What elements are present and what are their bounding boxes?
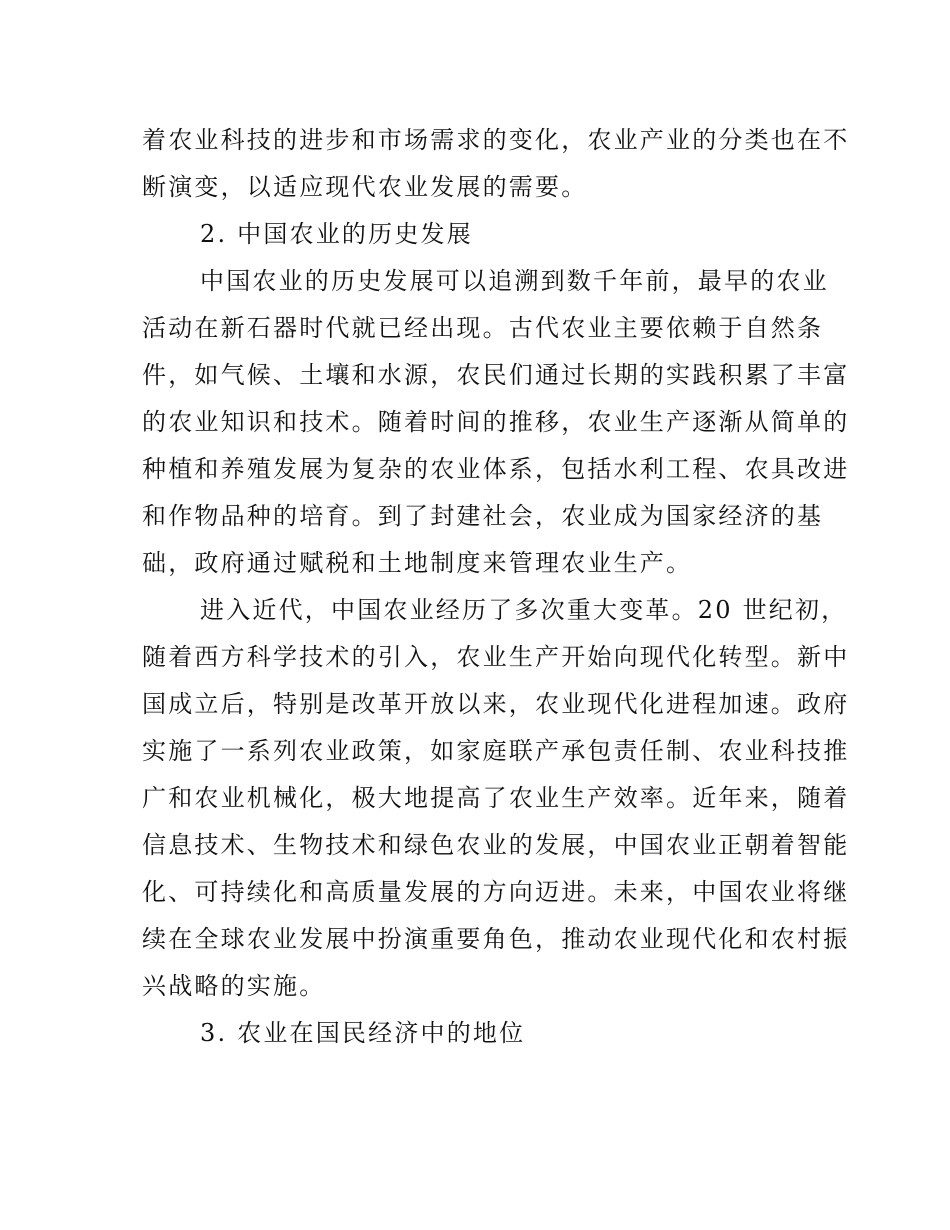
text-line: 兴战略的实施。 <box>142 972 326 1000</box>
text-line: 着农业科技的进步和市场需求的变化，农业产业的分类也在不 <box>142 126 850 154</box>
section-heading-2: 2. 中国农业的历史发展 <box>200 220 473 248</box>
text-line: 国成立后，特别是改革开放以来，农业现代化进程加速。政府 <box>142 690 850 718</box>
text-line: 种植和养殖发展为复杂的农业体系，包括水利工程、农具改进 <box>142 455 850 483</box>
text-line: 化、可持续化和高质量发展的方向迈进。未来，中国农业将继 <box>142 878 850 906</box>
text-line: 础，政府通过赋税和土地制度来管理农业生产。 <box>142 549 693 577</box>
text-line: 续在全球农业发展中扮演重要角色，推动农业现代化和农村振 <box>142 925 850 953</box>
paragraph-first-line: 进入近代，中国农业经历了多次重大变革。20 世纪初， <box>200 596 848 624</box>
text-line: 随着西方科学技术的引入，农业生产开始向现代化转型。新中 <box>142 643 850 671</box>
text-line: 信息技术、生物技术和绿色农业的发展，中国农业正朝着智能 <box>142 831 850 859</box>
text-line: 广和农业机械化，极大地提高了农业生产效率。近年来，随着 <box>142 784 850 812</box>
text-line: 和作物品种的培育。到了封建社会，农业成为国家经济的基 <box>142 502 824 530</box>
text-line: 件，如气候、土壤和水源，农民们通过长期的实践积累了丰富 <box>142 361 850 389</box>
text-line: 实施了一系列农业政策，如家庭联产承包责任制、农业科技推 <box>142 737 850 765</box>
text-line: 的农业知识和技术。随着时间的推移，农业生产逐渐从简单的 <box>142 408 850 436</box>
paragraph-first-line: 中国农业的历史发展可以追溯到数千年前，最早的农业 <box>200 267 829 295</box>
text-line: 活动在新石器时代就已经出现。古代农业主要依赖于自然条 <box>142 314 824 342</box>
section-heading-3: 3. 农业在国民经济中的地位 <box>200 1019 526 1047</box>
text-line: 断演变，以适应现代农业发展的需要。 <box>142 173 588 201</box>
